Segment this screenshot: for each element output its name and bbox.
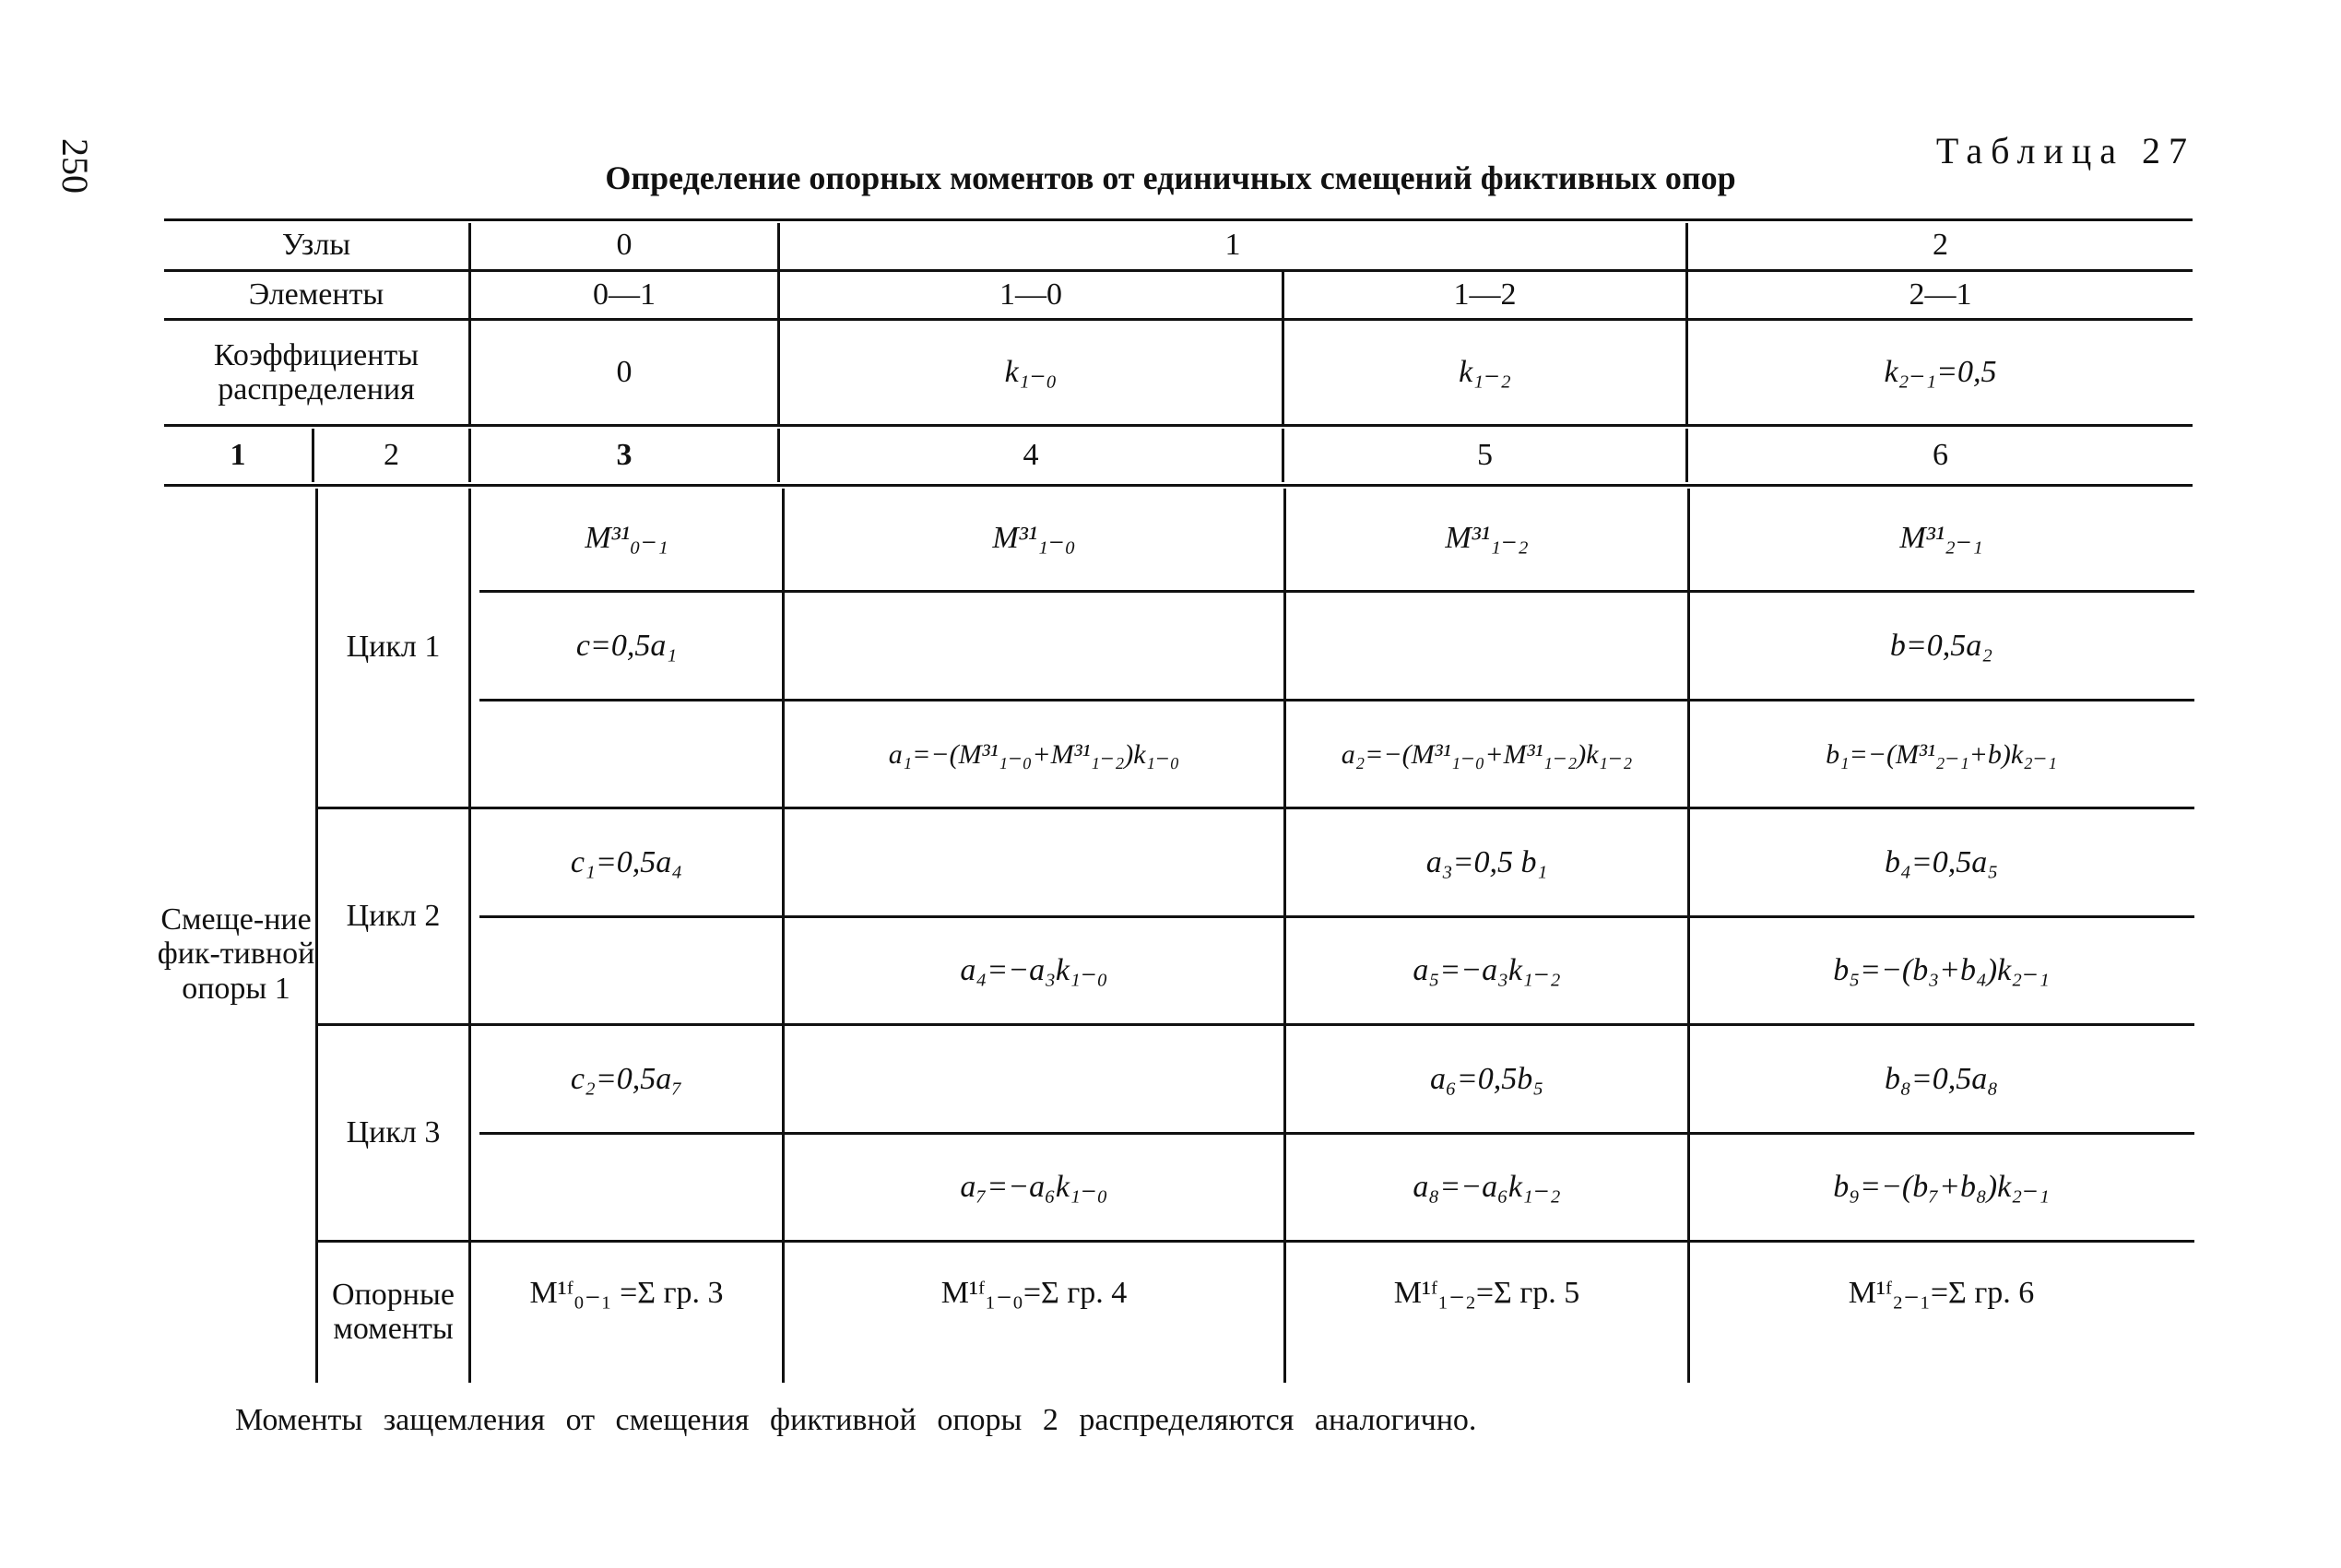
coef-k12: k₁₋₂	[1459, 355, 1511, 390]
colnum-3: 3	[616, 438, 633, 473]
cell-m12: M³¹₁₋₂	[1445, 521, 1529, 556]
table-number: Таблица 27	[1935, 130, 2195, 171]
page-number: 250	[54, 138, 96, 194]
cell-b5: b₅=−(b₃+b₄)k₂₋₁	[1833, 953, 2050, 988]
cycle-1-label: Цикл 1	[346, 629, 441, 664]
cell-c: c=0,5a₁	[575, 628, 678, 663]
cell-b8: b₈=0,5a₈	[1884, 1061, 1999, 1096]
colnum-4: 4	[1023, 438, 1039, 473]
cell-a3: a₃=0,5 b₁	[1425, 844, 1548, 879]
cell-a4: a₄=−a₃k₁₋₀	[960, 953, 1108, 988]
coef-k21: k₂₋₁=0,5	[1884, 355, 1997, 390]
cycle-3-label: Цикл 3	[346, 1115, 441, 1150]
node-0: 0	[616, 228, 633, 263]
node-2: 2	[1933, 228, 1948, 263]
cell-m21: M³¹₂₋₁	[1899, 521, 1983, 556]
coef-0: 0	[616, 355, 633, 390]
support-moments-label: Опорные моменты	[332, 1277, 455, 1346]
cell-sum-6: M¹ᶠ₂₋₁=Σ гр. 6	[1848, 1276, 2035, 1311]
cell-a2: a₂=−(M³¹₁₋₀+M³¹₁₋₂)k₁₋₂	[1341, 738, 1633, 770]
cell-sum-3: M¹ᶠ₀₋₁ =Σ гр. 3	[529, 1276, 724, 1311]
colnum-2: 2	[384, 438, 399, 473]
elements-label: Элементы	[248, 277, 384, 312]
cell-sum-5: M¹ᶠ₁₋₂=Σ гр. 5	[1393, 1276, 1580, 1311]
element-1-2: 1—2	[1453, 277, 1517, 312]
cycle-2-label: Цикл 2	[346, 899, 441, 934]
coef-label: Коэффициенты распределения	[213, 337, 420, 407]
cell-b: b=0,5a₂	[1889, 628, 1993, 663]
cell-sum-4: M¹ᶠ₁₋₀=Σ гр. 4	[940, 1276, 1128, 1311]
cell-b9: b₉=−(b₇+b₈)k₂₋₁	[1833, 1170, 2050, 1205]
nodes-label: Узлы	[281, 228, 351, 263]
cell-a6: a₆=0,5b₅	[1429, 1061, 1544, 1096]
cell-b1: b₁=−(M³¹₂₋₁+b)k₂₋₁	[1826, 738, 2057, 770]
colnum-6: 6	[1933, 438, 1948, 473]
row-label-support-1: Смеще-ние фик-тивной опоры 1	[157, 902, 315, 1006]
element-1-0: 1—0	[999, 277, 1062, 312]
colnum-5: 5	[1477, 438, 1493, 473]
node-1: 1	[1224, 228, 1241, 263]
colnum-1: 1	[230, 438, 246, 473]
cell-m01: M³¹₀₋₁	[585, 521, 668, 556]
footer-note: Моменты защемления от смещения фиктивной опоры 2 распределяются аналогично.	[235, 1403, 1477, 1437]
element-2-1: 2—1	[1909, 277, 1972, 312]
cell-a7: a₇=−a₆k₁₋₀	[960, 1170, 1108, 1205]
cell-a1: a₁=−(M³¹₁₋₀+M³¹₁₋₂)k₁₋₀	[888, 738, 1180, 770]
cell-c2: c₂=0,5a₇	[570, 1061, 683, 1096]
cell-m10: M³¹₁₋₀	[992, 521, 1076, 556]
coef-k10: k₁₋₀	[1004, 355, 1058, 390]
cell-c1: c₁=0,5a₄	[570, 844, 683, 879]
cell-a5: a₅=−a₃k₁₋₂	[1413, 953, 1561, 988]
cell-a8: a₈=−a₆k₁₋₂	[1413, 1170, 1561, 1205]
element-0-1: 0—1	[593, 277, 656, 312]
cell-b4: b₄=0,5a₅	[1884, 844, 1999, 879]
table-title: Определение опорных моментов от единичных смещений фиктивных опор	[605, 159, 1736, 196]
